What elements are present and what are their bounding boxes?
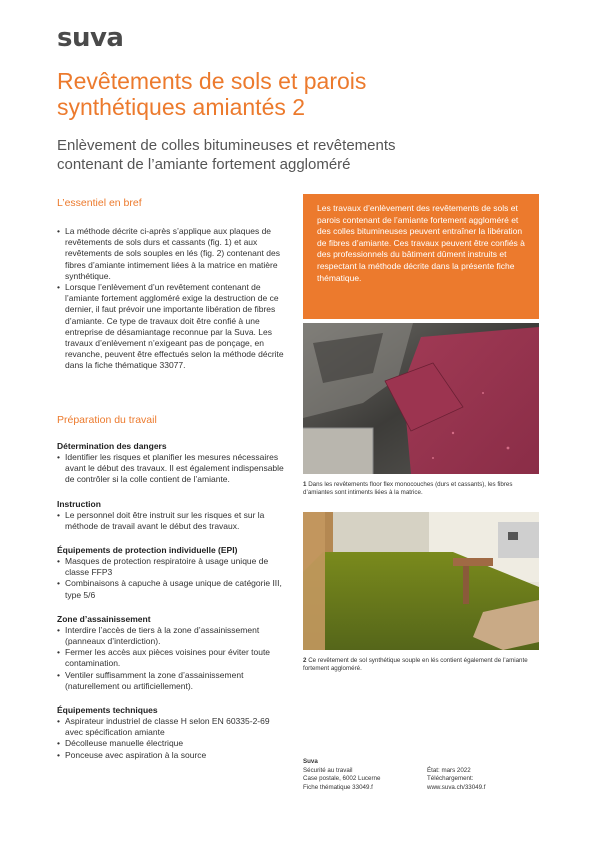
essentiel-list: [57, 226, 287, 372]
footer-line: Case postale, 6002 Lucerne: [303, 775, 381, 783]
footer-date: État: mars 2022: [427, 766, 471, 774]
zone-list: [57, 625, 287, 692]
footer-org: Suva: [303, 758, 318, 765]
zone-block: [57, 614, 287, 692]
highlight-text: Les travaux d’enlèvement des revêtements de sols et parois contenant de l’amiante fortement aggloméré et des colles bitumineuses peuvent entraîner la libération de fibres d’amiante. Ces travaux peuvent être confiés à des professionnels du bâtiment dûment instruits et respectant la méthode décrite dans la présente fiche thématique.: [317, 203, 525, 283]
preparation-section: [57, 414, 287, 761]
footer-line: Sécurité au travail: [303, 766, 353, 774]
list-item: • La méthode décrite ci-après s’applique aux plaques de revêtements de sols durs et cassants (fig. 1) et aux revêtements de sols souples en lés (fig. 2) contenant des fibres d’amiante intimement liées à la matrice en matière synthétique.: [57, 226, 287, 282]
list-item: • Ponceuse avec aspiration à la source: [57, 750, 287, 761]
essentiel-heading: L’essentiel en bref: [57, 197, 142, 209]
list-item: • Le personnel doit être instruit sur les risques et sur la méthode de travail avant le début des travaux.: [57, 510, 287, 532]
list-item: • Fermer les accès aux pièces voisines pour éviter toute contamination.: [57, 647, 287, 669]
figure-2-photo: [303, 512, 539, 650]
footer-right: [427, 758, 485, 792]
list-item: • Interdire l’accès de tiers à la zone d’assainissement (panneaux d’interdiction).: [57, 625, 287, 647]
zone-title: Zone d’assainissement: [57, 613, 151, 624]
caption-text: Ce revêtement de sol synthétique souple en lés contient également de l’amiante fortement aggloméré.: [303, 657, 528, 673]
figure-1-caption: [303, 481, 543, 497]
essentiel-section: [57, 197, 287, 372]
epi-list: [57, 556, 287, 601]
dangers-block: [57, 441, 287, 486]
footer-left: [303, 758, 380, 792]
list-item: • Ventiler suffisamment la zone d’assainissement (naturellement ou artificiellement).: [57, 670, 287, 692]
figure-1-photo: [303, 323, 539, 474]
footer-line: Fiche thématique 33049.f: [303, 783, 373, 791]
figure-number: 1: [303, 481, 307, 488]
list-item: • Aspirateur industriel de classe H selon EN 60335-2-69 avec spécification amiante: [57, 716, 287, 738]
instruction-title: Instruction: [57, 498, 101, 509]
instruction-block: [57, 499, 287, 532]
list-item: • Identifier les risques et planifier les mesures nécessaires avant le début des travaux. Il est également indispensable de contrôler si la colle contient de l’amiante.: [57, 452, 287, 486]
highlight-box: [303, 194, 539, 319]
preparation-heading: Préparation du travail: [57, 414, 157, 426]
list-item: • Masques de protection respiratoire à usage unique de classe FFP3: [57, 556, 287, 578]
footer-download-label: Téléchargement:: [427, 775, 474, 783]
equipements-list: [57, 716, 287, 761]
instruction-list: [57, 510, 287, 532]
epi-title: Équipements de protection individuelle (EPI): [57, 545, 238, 556]
equipements-block: [57, 705, 287, 761]
suva-logo: suva: [57, 23, 124, 53]
list-item: • Décolleuse manuelle électrique: [57, 738, 287, 749]
page-title: Revêtements de sols et parois synthétiques amiantés 2: [57, 68, 367, 120]
dangers-title: Détermination des dangers: [57, 441, 167, 451]
figure-2-caption: [303, 657, 543, 673]
epi-block: [57, 545, 287, 601]
footer-download-link[interactable]: www.suva.ch/33049.f: [427, 783, 486, 791]
figure-number: 2: [303, 657, 307, 664]
dangers-list: [57, 452, 287, 486]
caption-text: Dans les revêtements floor flex monocouches (durs et cassants), les fibres d’amiantes sont intiments liées à la matrice.: [303, 481, 513, 497]
list-item: • Lorsque l’enlèvement d’un revêtement contenant de l’amiante fortement aggloméré exige la destruction de ce dernier, il faut prévoir une importante libération de fibres d’amiante. Ce type de travaux doit être confié à une entreprise de désamiantage reconnue par la Suva. Les travaux d’enlèvement n’exigeant pas de ponçage, en revanche, peuvent être effectués selon la méthode décrite dans la fiche thématique 33077.: [57, 282, 287, 372]
page-subtitle: Enlèvement de colles bitumineuses et revêtements contenant de l’amiante fortement aggloméré: [57, 137, 396, 173]
list-item: • Combinaisons à capuche à usage unique de catégorie III, type 5/6: [57, 578, 287, 600]
equipements-title: Équipements techniques: [57, 705, 158, 716]
